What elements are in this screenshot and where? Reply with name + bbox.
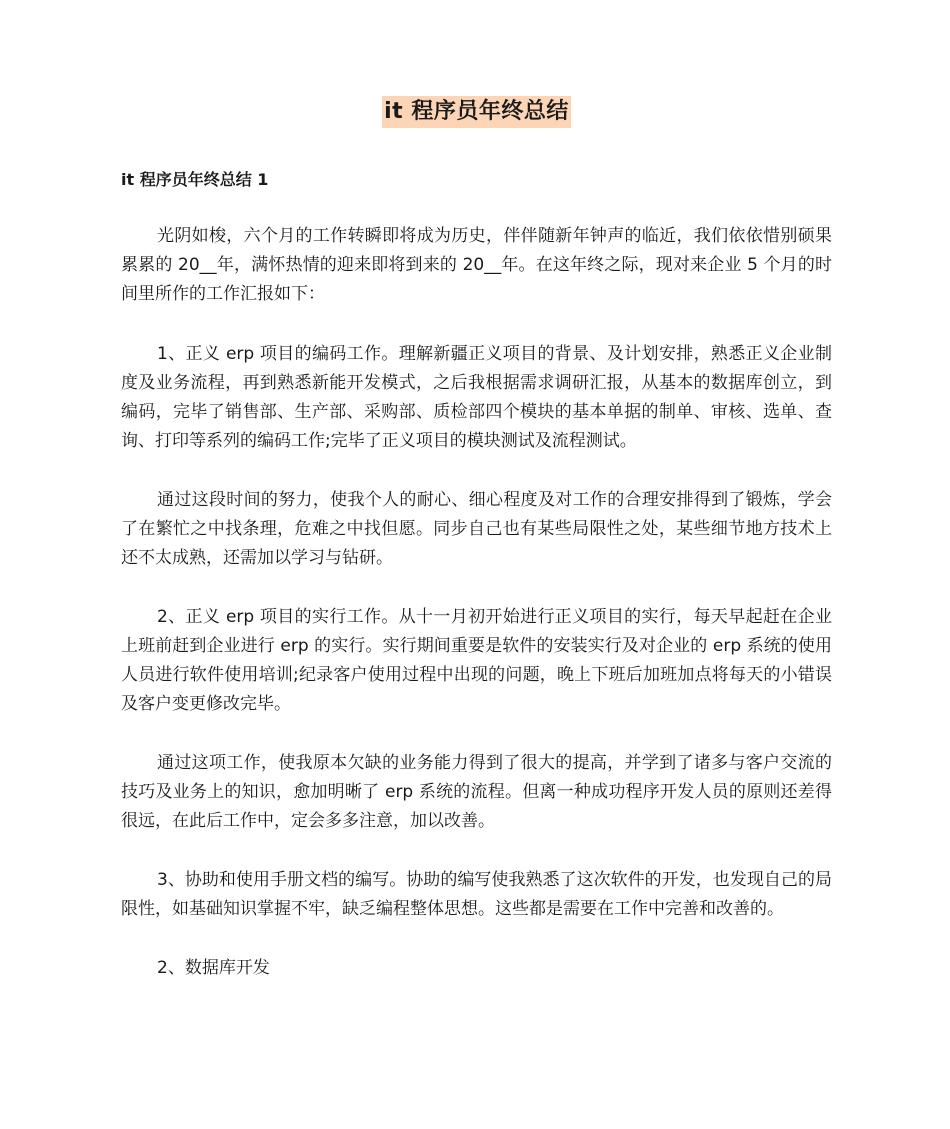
- section-heading: it 程序员年终总结 1: [121, 170, 269, 189]
- paragraph-intro: 光阴如梭，六个月的工作转瞬即将成为历史，伴伴随新年钟声的临近，我们依依惜别硕果累累的 20__年，满怀热情的迎来即将到来的 20__年。在这年终之际，现对来企业 5 个月的时间里所作的工作汇报如下：: [121, 226, 832, 304]
- paragraph-database-dev: 2、数据库开发: [157, 958, 270, 978]
- paragraph-erp-implementation: 2、正义 erp 项目的实行工作。从十一月初开始进行正义项目的实行，每天早起赶在企业上班前赶到企业进行 erp 的实行。实行期间重要是软件的安装实行及对企业的 erp 系统的使用人员进行软件使用培训;纪录客户使用过程中出现的问题，晚上下班后加班加点将每天的小错误及客户变更修改完毕。: [121, 607, 832, 714]
- paragraph-reflection-2: 通过这项工作，使我原本欠缺的业务能力得到了很大的提高，并学到了诸多与客户交流的技巧及业务上的知识，愈加明晰了 erp 系统的流程。但离一种成功程序开发人员的原则还差得很远，在此后工作中，定会多多注意，加以改善。: [121, 753, 832, 831]
- title-wrap: [121, 0, 832, 128]
- paragraph-reflection-1: 通过这段时间的努力，使我个人的耐心、细心程度及对工作的合理安排得到了锻炼，学会了在繁忙之中找条理，危难之中找但愿。同步自己也有某些局限性之处，某些细节地方技术上还不太成熟，还需加以学习与钻研。: [121, 490, 832, 568]
- document-title: it 程序员年终总结: [382, 96, 571, 128]
- paragraph-manual-writing: 3、协助和使用手册文档的编写。协助的编写使我熟悉了这次软件的开发，也发现自己的局限性，如基础知识掌握不牢，缺乏编程整体思想。这些都是需要在工作中完善和改善的。: [121, 870, 832, 919]
- paragraph-erp-coding: 1、正义 erp 项目的编码工作。理解新疆正义项目的背景、及计划安排，熟悉正义企业制度及业务流程，再到熟悉新能开发模式，之后我根据需求调研汇报，从基本的数据库创立，到编码，完毕了销售部、生产部、采购部、质检部四个模块的基本单据的制单、审核、选单、查询、打印等系列的编码工作;完毕了正义项目的模块测试及流程测试。: [121, 344, 832, 451]
